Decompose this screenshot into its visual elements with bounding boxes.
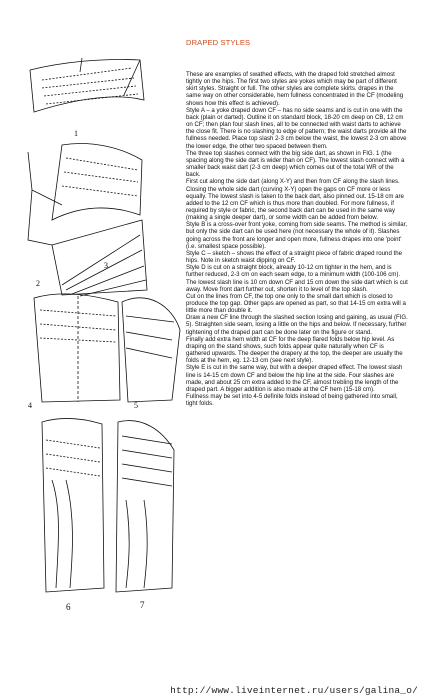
figure-label: 7 (140, 600, 145, 610)
paragraph: Cut on the lines from CF, the top one only to the small dart which is closed to produce the top gap. Other gaps are opened as part, so that 14-15 cm extra will a little more than double it. (186, 292, 406, 315)
paragraph: First cut along the side dart (along X-Y) and then from CF along the slash lines. Closing the whole side dart (curving X-Y) open the gaps on CF more or less equally. The lowest slash is taken to the back dart, also pinned out. 15-18 cm are added to the 12 cm CF which is thus more than doubled. For more fullness, if required by style or fabric, the second back dart can be used in the same way (making a single deeper dart), or some width can be added from below. (186, 178, 404, 222)
paragraph: Style C – sketch – shows the effect of a straight piece of fabric draped round the hips. Note in sketch waist dipping on CF. (186, 249, 403, 265)
paragraph: These are examples of swathed effects, with the draped fold stretched almost tightly on the hips. The first two styles are yokes which may be part of different skirt styles. Straight or full. The other styles are complete skirts. drapes in the same way on other considerable, hem fullness concentrated in the CF (modeling shows how this effect is achieved). (186, 71, 404, 107)
figure-label: 4 (28, 401, 32, 410)
figure-label: 6 (66, 602, 71, 612)
figure-7-flared-skirt (116, 421, 174, 592)
source-url: http://www.liveinternet.ru/users/galina_o/ (170, 685, 418, 696)
paragraph: Fullness may be set into 4-5 definite folds instead of being gathered into small, tight folds. (186, 393, 398, 408)
paragraph: Style A – a yoke draped down CF – has no side seams and is cut in one with the back (plain or darted). Outline it on standard block, 18-20 cm deep on CB, 12 cm on CF; then plan four slash lines, all to be connected with waist darts to achieve the close fit. There is no slashing to edge of pattern; the waist darts provide all the fullness needed. Place top slash 2-3 cm below the waist, the lowest 2-3 cm above the lower edge, the other two spaced between them. (186, 106, 407, 150)
figure-label: 3 (104, 261, 108, 270)
figure-5-spread-skirt (122, 298, 180, 402)
figure-label: 2 (36, 279, 40, 288)
figure-6-draped-skirt (42, 418, 104, 592)
figure-2-spread-pattern (28, 143, 142, 245)
figure-label: 5 (134, 401, 138, 410)
body-text (186, 71, 408, 407)
figure-4-skirt (34, 294, 120, 402)
paragraph: Finally add extra hem width at CF for the deep flared folds below hip level. As draping on the stand shows, such folds appear quite naturally when CF is gathered upwards. The deeper the drapery at the top, the deeper are usually the folds at the hem, eg. 12-13 cm (see next style). (186, 335, 403, 365)
figure-3-cross-over-yoke (52, 220, 147, 296)
figure-label: 1 (74, 129, 78, 138)
paragraph: The three top slashes connect with the big side dart, as shown in FIG. 1 (the spacing along the side dart is wider than on CF). The lowest slash connect with a smaller back waist dart (2-3 cm deep) which comes out of the total WR of the back. (186, 149, 405, 179)
pattern-illustrations (22, 40, 186, 612)
figure-1-yoke (30, 58, 144, 112)
page-title: DRAPED STYLES (186, 38, 251, 47)
paragraph: Draw a new CF line through the slashed section losing and gaining, as usual (FIG. 5). Straighten side seam, losing a little on the hips and below. If necessary, further tightening of the draped part can be done later on the figure or stand. (186, 314, 408, 336)
paragraph: Style B is a cross-over front yoke, coming from side seams. The method is similar, but only the side dart can be used here (not necessary the whole of it). Slashes going across the front are longer and open more, fullness drapes into one 'point' (i.e. smallest space possible). (186, 221, 408, 250)
paragraph: Style D is cut on a straight block, already 10-12 cm tighter in the hem, and is further reduced, 2-3 cm on each seam edge, to a minimum width (100-106 cm). The lowest slash line is 10 cm down CF and 15 cm down the side dart which is cut away. Move front dart further out, shorten it to level of the top slash. (186, 264, 408, 293)
paragraph: Style E is cut in the same way, but with a deeper draped effect. The lowest slash line is 14-15 cm down CF and below the hip line at the side. Four slashes are made, and about 25 cm extra added to the CF, almost trebling the length of the draped part. A bigger addition is also made at the CF hem (15-18 cm). (186, 364, 403, 393)
